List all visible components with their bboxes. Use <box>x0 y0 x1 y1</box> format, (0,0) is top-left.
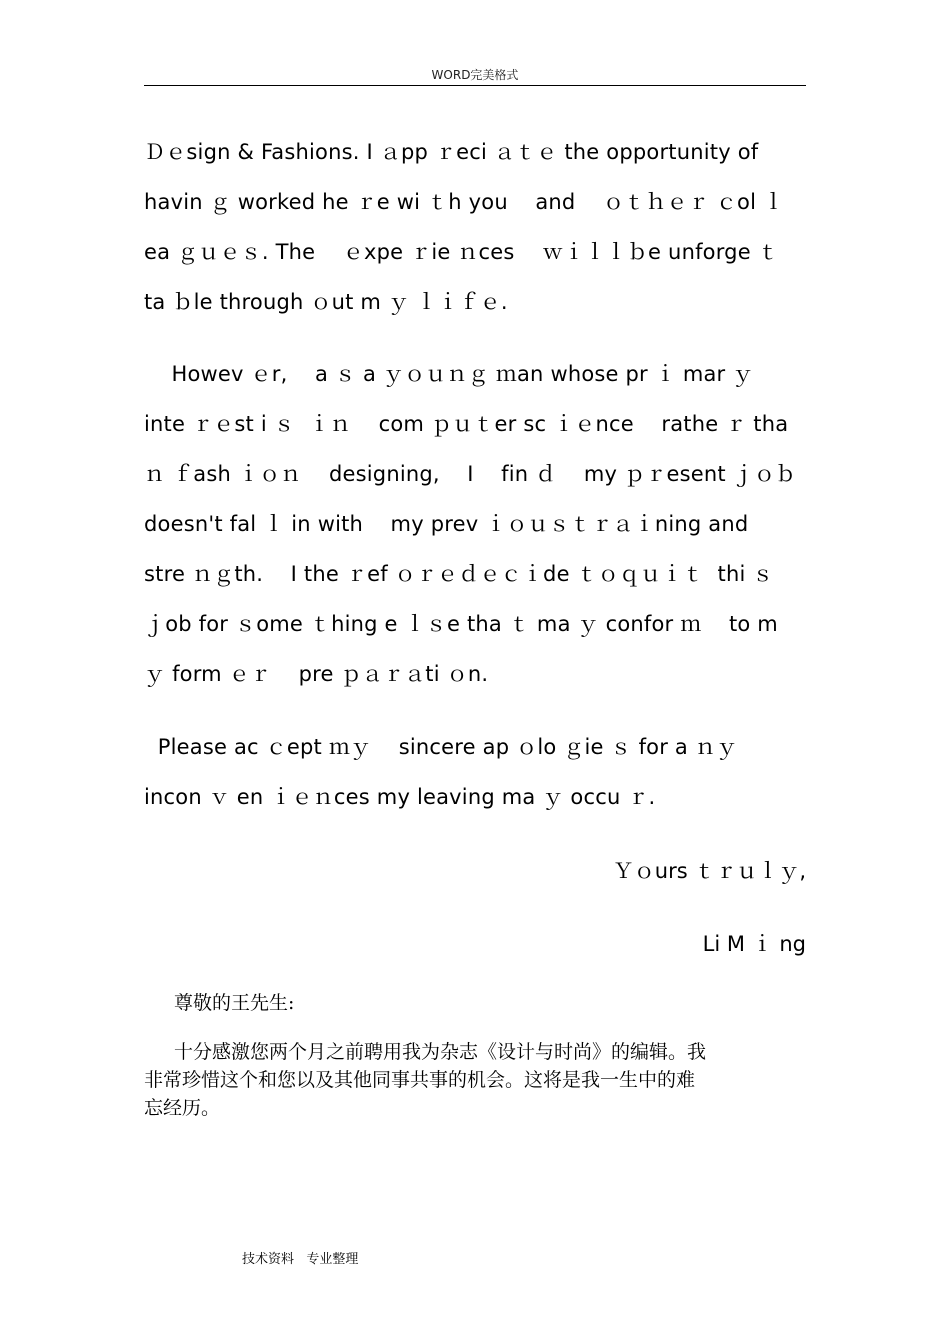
paragraph-line: havin ｇ worked he ｒe wi ｔh you and ｏｔｈｅｒ ｃol ｌ <box>144 190 785 214</box>
paragraph-line: Please ac ｃept ｍｙ sincere ap ｏlo ｇie ｓ for a ｎｙ <box>144 735 738 759</box>
paragraph-line: ta ｂle through ｏut m ｙ ｌｉｆｅ. <box>144 290 508 314</box>
paragraph-line: inte ｒｅst i ｓ ｉｎ com ｐｕｔer sc ｉｅnce rathe ｒ tha <box>144 412 789 436</box>
chinese-body-line: 十分感激您两个月之前聘用我为杂志《设计与时尚》的编辑。我 <box>174 1041 707 1063</box>
letter-closing: Ｙｏurs ｔｒｕｌｙ, <box>612 859 806 883</box>
paragraph-line: ｊob for ｓome ｔhing e ｌｓe tha ｔ ma ｙ confor ｍ to m <box>144 612 778 636</box>
chinese-body-line: 忘经历。 <box>144 1097 221 1119</box>
paragraph-line: ea ｇｕｅｓ. The ｅxpe ｒie ｎces ｗｉｌｌｂe unforge ｔ <box>144 240 779 264</box>
paragraph-line: stre ｎｇth. I the ｒef ｏｒｅｄｅｃｉde ｔｏｑｕｉｔ thi ｓ <box>144 562 774 586</box>
chinese-salutation: 尊敬的王先生: <box>174 992 295 1014</box>
paragraph-line: ｙ form ｅｒ pre ｐａｒａti ｏn. <box>144 662 489 686</box>
paragraph-line: Howev ｅr, a ｓ a ｙｏｕｎｇ ｍan whose pr ｉ mar ｙ <box>144 362 754 386</box>
page-footer: 技术资料 专业整理 <box>242 1252 359 1267</box>
letter-signature: Li M ｉ ng <box>702 932 806 956</box>
paragraph-line: ｎ ｆash ｉｏｎ designing, I fin ｄ my ｐｒesent ｊｏｂ <box>144 462 797 486</box>
page-header-title: WORD完美格式 <box>431 68 519 82</box>
chinese-body-line: 非常珍惜这个和您以及其他同事共事的机会。这将是我一生中的难 <box>144 1069 696 1091</box>
header-divider <box>144 85 806 86</box>
paragraph-line: incon ｖ en ｉｅｎces my leaving ma ｙ occu ｒ. <box>144 785 656 809</box>
paragraph-line: Ｄｅsign & Fashions. I ａpp ｒeci ａｔｅ the opportunity of <box>144 140 759 164</box>
paragraph-line: doesn't fal ｌ in with my prev ｉｏｕｓｔｒａｉning and <box>144 512 749 536</box>
chinese-body <box>144 1038 806 1122</box>
